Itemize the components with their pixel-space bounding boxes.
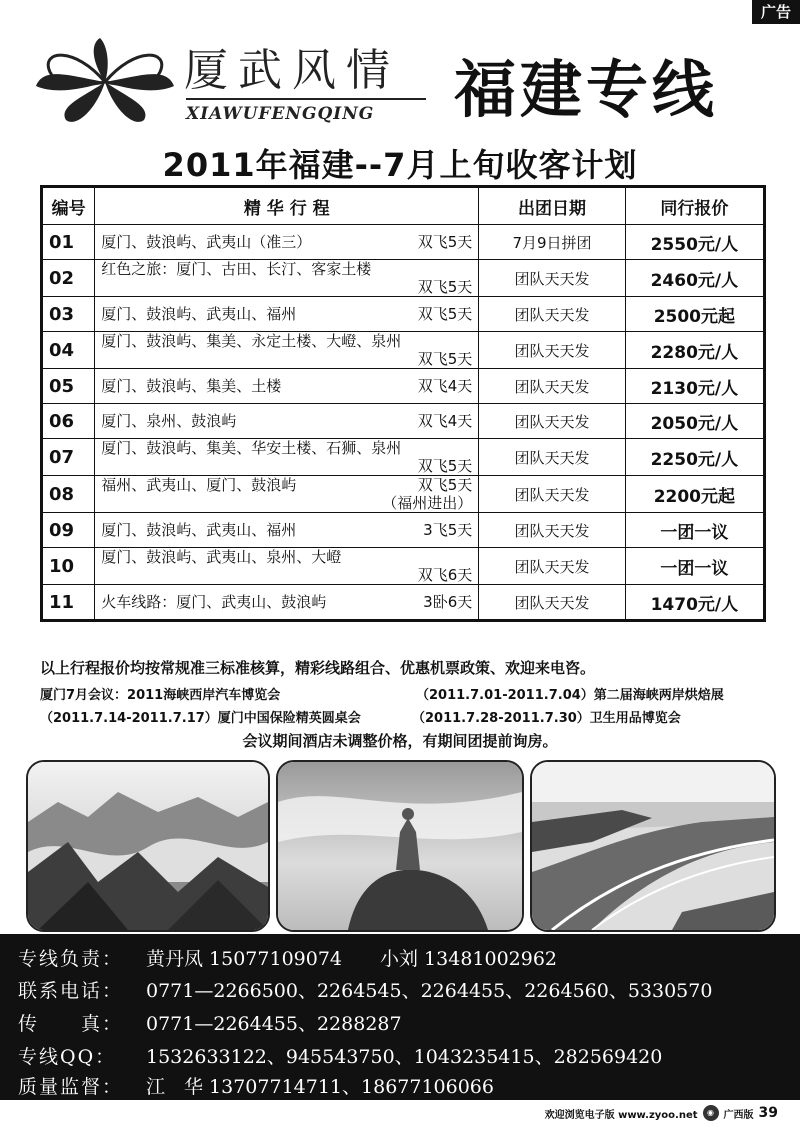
route-text: 火车线路：厦门、武夷山、鼓浪屿 bbox=[101, 593, 327, 611]
statue-photo bbox=[276, 760, 524, 932]
table-row bbox=[42, 225, 765, 260]
brand-header bbox=[0, 28, 800, 138]
row-route bbox=[95, 260, 479, 297]
table-row bbox=[42, 260, 765, 297]
row-route bbox=[95, 332, 479, 369]
brand-pinyin: XIAWUFENGQING bbox=[186, 104, 375, 124]
contact-qq: 专线QQ： 1532633122、945543750、1043235415、282569420 bbox=[18, 1046, 663, 1068]
footer-text: 欢迎浏览电子版 www.zyoo.net bbox=[544, 1109, 698, 1121]
route-duration: （福州进出） bbox=[382, 494, 473, 512]
row-date: 团队天天发 bbox=[479, 369, 625, 404]
contact-panel bbox=[0, 934, 800, 1100]
route-duration: 3飞5天 bbox=[423, 521, 473, 539]
tour-rows bbox=[42, 225, 765, 621]
route-duration: 双飞5天 bbox=[417, 457, 473, 475]
table-row bbox=[42, 297, 765, 332]
row-price: 2460元/人 bbox=[625, 260, 764, 297]
route-duration: 双飞5天 bbox=[417, 278, 473, 296]
seal-icon: ◉ bbox=[703, 1105, 719, 1121]
page-number: 39 bbox=[758, 1105, 778, 1121]
row-route bbox=[95, 548, 479, 585]
expo-line1-right: （2011.7.01-2011.7.04）第二届海峡两岸烘焙展 bbox=[416, 688, 724, 703]
route-text: 厦门、鼓浪屿、集美、华安土楼、石狮、泉州 bbox=[101, 439, 402, 457]
row-route bbox=[95, 439, 479, 476]
row-price: 2050元/人 bbox=[625, 404, 764, 439]
header-price: 同行报价 bbox=[625, 187, 764, 225]
row-price: 2250元/人 bbox=[625, 439, 764, 476]
row-route bbox=[95, 513, 479, 548]
row-route bbox=[95, 404, 479, 439]
row-route bbox=[95, 585, 479, 621]
row-number: 08 bbox=[42, 476, 95, 513]
footer bbox=[545, 1105, 778, 1121]
route-duration: 双飞5天 bbox=[417, 233, 473, 251]
row-date: 团队天天发 bbox=[479, 548, 625, 585]
table-row bbox=[42, 513, 765, 548]
route-text: 厦门、鼓浪屿、武夷山、福州 bbox=[101, 521, 297, 539]
row-price: 2130元/人 bbox=[625, 369, 764, 404]
route-text: 红色之旅：厦门、古田、长汀、客家土楼 bbox=[101, 260, 372, 278]
row-number: 05 bbox=[42, 369, 95, 404]
row-date: 7月9日拼团 bbox=[479, 225, 625, 260]
expo-line2-right: （2011.7.28-2011.7.30）卫生用品博览会 bbox=[412, 711, 681, 726]
row-date: 团队天天发 bbox=[479, 585, 625, 621]
page-title: 2011年福建--7月上旬收客计划 bbox=[162, 146, 638, 184]
route-text: 厦门、鼓浪屿、武夷山、泉州、大嶝 bbox=[101, 548, 342, 566]
headline: 福建专线 bbox=[454, 53, 719, 126]
row-price: 2200元起 bbox=[625, 476, 764, 513]
ad-tag: 广告 bbox=[752, 0, 800, 24]
row-number: 01 bbox=[42, 225, 95, 260]
brand-name: 厦武风情 bbox=[184, 45, 400, 96]
route-duration: 双飞5天 bbox=[417, 476, 473, 494]
route-text: 厦门、泉州、鼓浪屿 bbox=[101, 412, 237, 430]
route-text: 厦门、鼓浪屿、集美、永定土楼、大嶝、泉州 bbox=[101, 332, 402, 350]
row-number: 10 bbox=[42, 548, 95, 585]
table-row bbox=[42, 548, 765, 585]
row-date: 团队天天发 bbox=[479, 476, 625, 513]
route-duration: 3卧6天 bbox=[423, 593, 473, 611]
tour-table bbox=[40, 185, 766, 622]
row-number: 09 bbox=[42, 513, 95, 548]
table-row bbox=[42, 332, 765, 369]
route-text: 厦门、鼓浪屿、集美、土楼 bbox=[101, 377, 282, 395]
row-route bbox=[95, 476, 479, 513]
closing-note: 会议期间酒店未调整价格，有期间团提前询房。 bbox=[242, 732, 558, 750]
table-row bbox=[42, 476, 765, 513]
header-date: 出团日期 bbox=[479, 187, 625, 225]
table-row bbox=[42, 585, 765, 621]
route-duration: 双飞5天 bbox=[417, 305, 473, 323]
table-header-row bbox=[42, 187, 765, 225]
row-price: 2500元起 bbox=[625, 297, 764, 332]
row-route bbox=[95, 297, 479, 332]
row-number: 02 bbox=[42, 260, 95, 297]
row-price: 1470元/人 bbox=[625, 585, 764, 621]
expo-line2-left: （2011.7.14-2011.7.17）厦门中国保险精英圆桌会 bbox=[40, 711, 361, 726]
contact-phone: 联系电话： 0771—2266500、2264545、2264455、2264560、5330570 bbox=[18, 980, 713, 1002]
contact-fax: 传 真： 0771—2264455、2288287 bbox=[18, 1013, 402, 1035]
table-row bbox=[42, 404, 765, 439]
expo-line1-left: 厦门7月会议：2011海峡西岸汽车博览会 bbox=[40, 688, 281, 703]
route-duration: 双飞6天 bbox=[417, 566, 473, 584]
header-num: 编号 bbox=[42, 187, 95, 225]
route-duration: 双飞5天 bbox=[417, 350, 473, 368]
route-text: 福州、武夷山、厦门、鼓浪屿 bbox=[101, 476, 297, 494]
route-text: 厦门、鼓浪屿、武夷山、福州 bbox=[101, 305, 297, 323]
table-row bbox=[42, 439, 765, 476]
row-route bbox=[95, 225, 479, 260]
contact-manager: 专线负责： 黄丹凤 15077109074 小刘 13481002962 bbox=[18, 948, 558, 970]
mountain-photo bbox=[26, 760, 270, 932]
coastal-road-photo bbox=[530, 760, 776, 932]
row-price: 2550元/人 bbox=[625, 225, 764, 260]
table-row bbox=[42, 369, 765, 404]
route-duration: 双飞4天 bbox=[417, 412, 473, 430]
route-duration: 双飞4天 bbox=[417, 377, 473, 395]
route-text: 厦门、鼓浪屿、武夷山（准三） bbox=[101, 233, 312, 251]
row-number: 11 bbox=[42, 585, 95, 621]
row-date: 团队天天发 bbox=[479, 260, 625, 297]
row-date: 团队天天发 bbox=[479, 332, 625, 369]
row-price: 一团一议 bbox=[625, 548, 764, 585]
row-number: 03 bbox=[42, 297, 95, 332]
row-date: 团队天天发 bbox=[479, 439, 625, 476]
row-date: 团队天天发 bbox=[479, 513, 625, 548]
row-number: 04 bbox=[42, 332, 95, 369]
header-route: 精 华 行 程 bbox=[95, 187, 479, 225]
brand-divider bbox=[186, 98, 426, 100]
row-route bbox=[95, 369, 479, 404]
row-number: 06 bbox=[42, 404, 95, 439]
footer-edition: 广西版 bbox=[723, 1109, 754, 1121]
row-number: 07 bbox=[42, 439, 95, 476]
contact-quality: 质量监督： 江 华 13707714711、18677106066 bbox=[18, 1076, 494, 1098]
row-date: 团队天天发 bbox=[479, 404, 625, 439]
row-price: 2280元/人 bbox=[625, 332, 764, 369]
butterfly-logo-icon bbox=[30, 36, 180, 128]
pricing-note: 以上行程报价均按常规准三标准核算，精彩线路组合、优惠机票政策、欢迎来电咨。 bbox=[40, 659, 596, 677]
row-price: 一团一议 bbox=[625, 513, 764, 548]
row-date: 团队天天发 bbox=[479, 297, 625, 332]
